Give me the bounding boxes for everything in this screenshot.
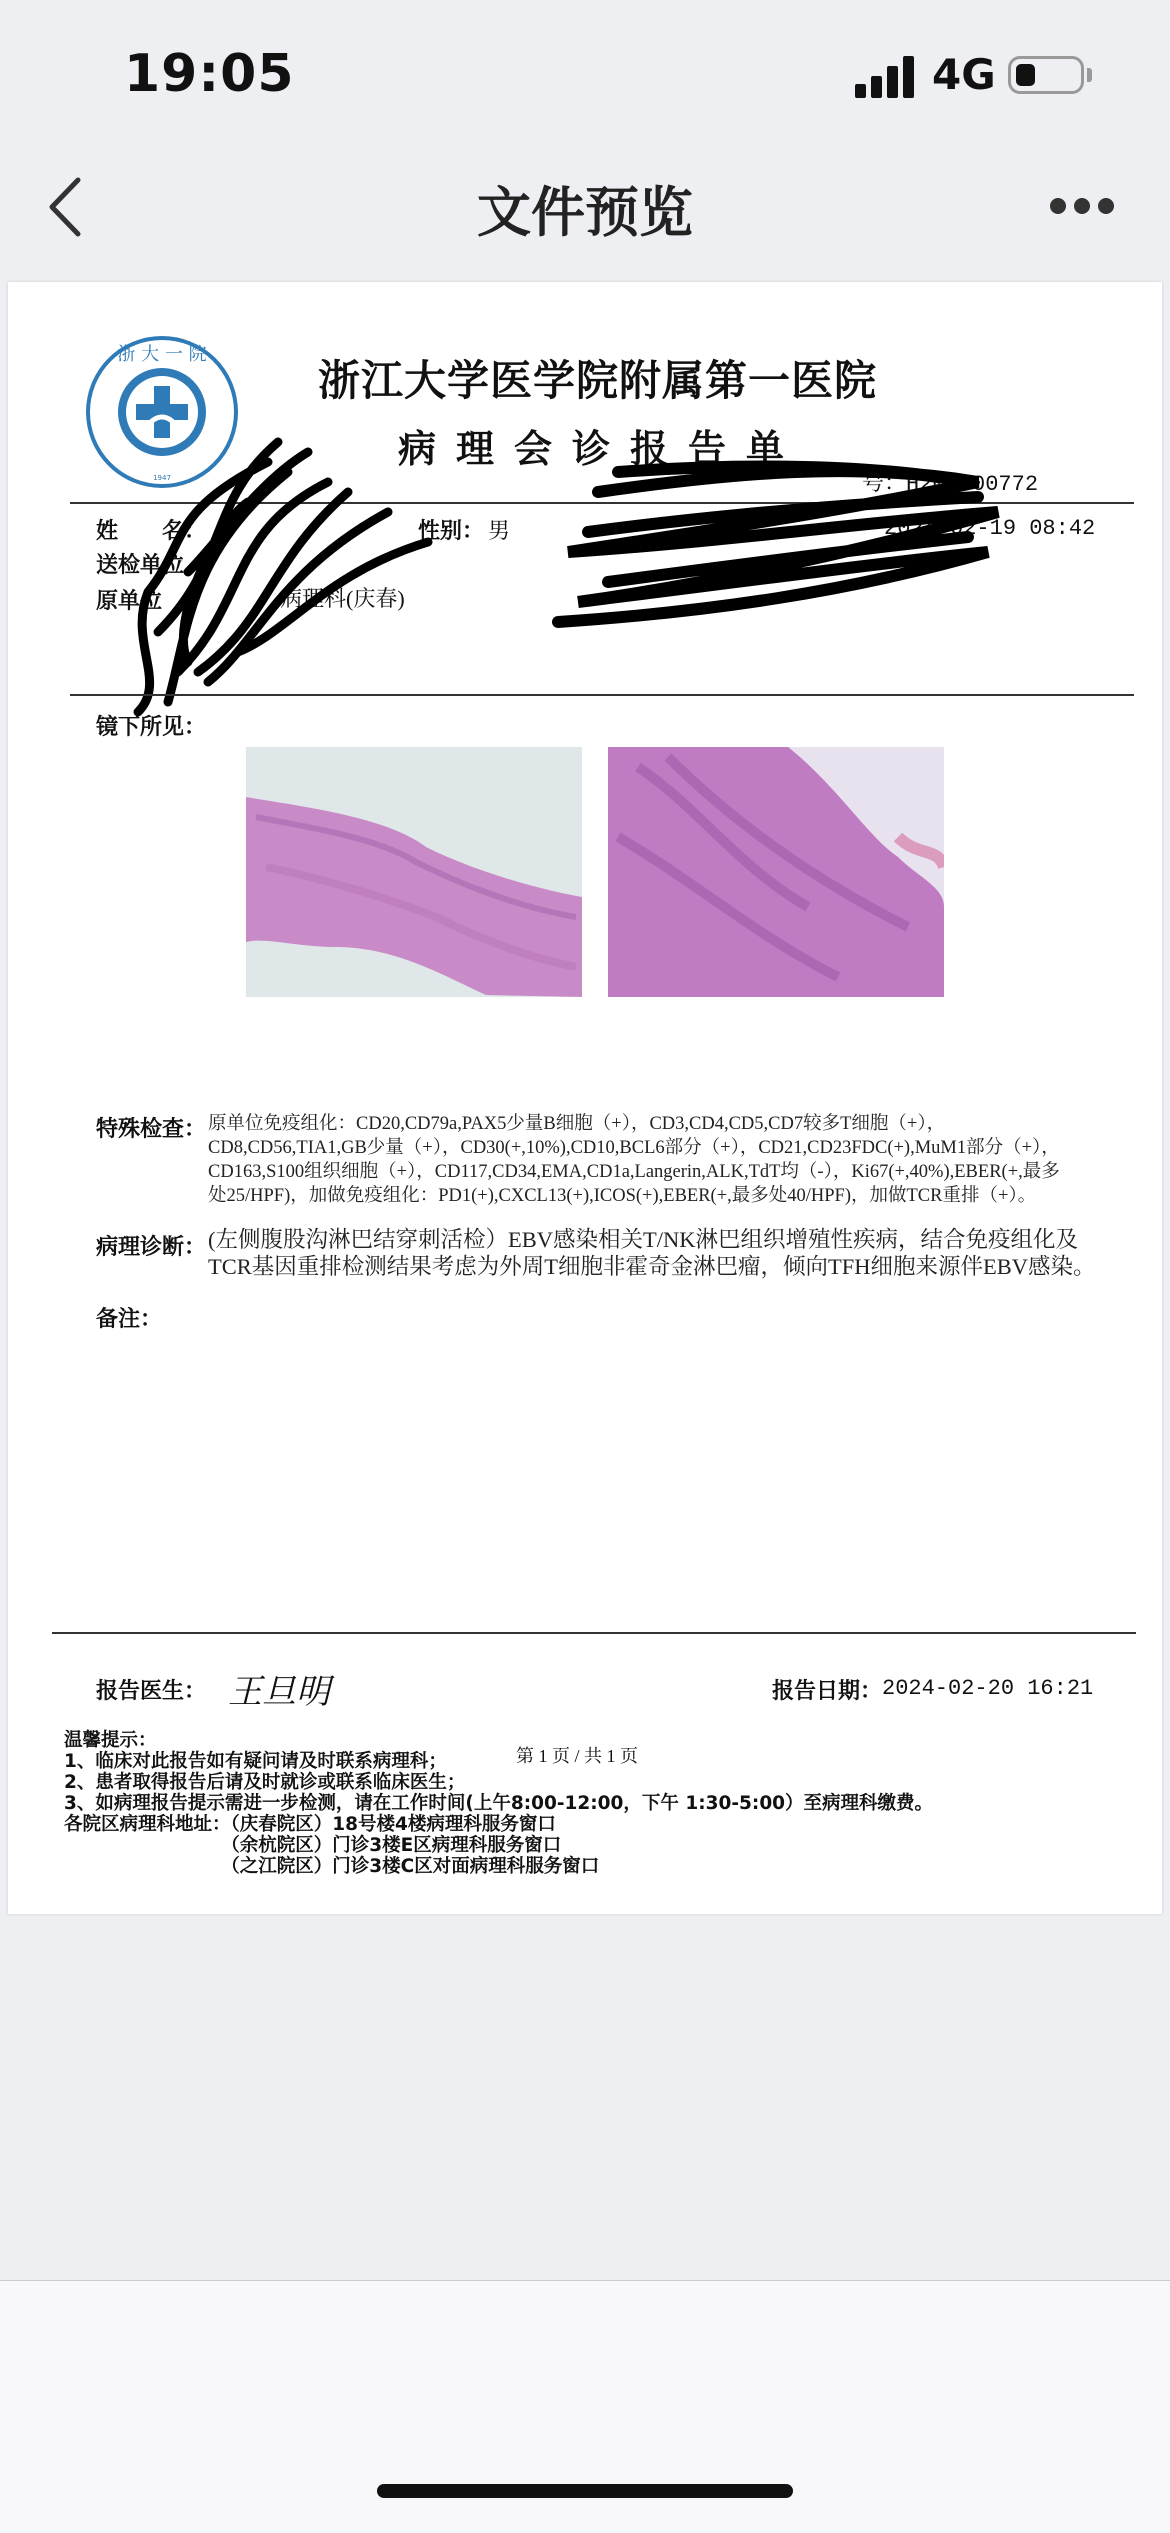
microscopy-label: 镜下所见： [96, 715, 207, 740]
special-exam-label: 特殊检查： [96, 1117, 207, 1142]
status-time: 19:05 [124, 44, 295, 104]
microscopy-image-high [608, 747, 944, 997]
nav-bar [0, 150, 1170, 270]
orig-unit-label: 原单位 [96, 589, 163, 614]
svg-text:浙 大 一 院: 浙 大 一 院 [117, 344, 207, 365]
microscopy-image-low [246, 747, 582, 997]
page-title: 文件预览 [477, 181, 693, 244]
name-label: 姓 名： [96, 519, 207, 544]
report-date-value: 2024-02-20 16:21 [882, 1676, 1094, 1701]
report-title: 病理会诊报告单 [398, 429, 805, 471]
network-label: 4G [932, 50, 996, 99]
gender-label: 性别： [418, 519, 485, 544]
svg-text:1947: 1947 [153, 474, 171, 482]
battery-tip [1087, 68, 1092, 82]
home-indicator[interactable] [377, 2484, 793, 2498]
hospital-name: 浙江大学医学院附属第一医院 [318, 359, 878, 405]
redaction-scribble [538, 452, 1008, 632]
orig-unit-value: 病理科(庆春) [280, 586, 405, 611]
battery-icon [1008, 56, 1084, 94]
redaction-scribble [128, 422, 468, 722]
diagnosis-label: 病理诊断： [96, 1235, 207, 1260]
divider [52, 1632, 1136, 1634]
ellipsis-icon [1050, 198, 1066, 214]
sender-label: 送检单位 [96, 553, 185, 578]
gender-value: 男 [488, 518, 511, 543]
page-info: 第 1 页 / 共 1 页 [516, 1746, 639, 1766]
doctor-signature: 王旦明 [228, 1674, 330, 1711]
report-date-label: 报告日期： [772, 1679, 883, 1704]
tips-text: 温馨提示： 1、临床对此报告如有疑问请及时联系病理科； 2、患者取得报告后请及时就诊或联系临床医生； 3、如病理报告提示需进一步检测，请在工作时间(上午8:00-12:00，下午 1:30-5:00）至病理科缴费。 各院区病理科地址：（庆春院区）18号楼4楼病理科服务窗口 （余杭院区）门诊3楼E区病理科服务窗口 （之江院区）门诊3楼C区对面病理科服务窗口 [64, 1730, 934, 1877]
date-fragment: 2024-02-19 08:42 [884, 516, 1096, 541]
signal-icon [855, 54, 915, 98]
doctor-label: 报告医生： [96, 1679, 207, 1704]
document-page[interactable] [8, 282, 1162, 1914]
special-exam-text: 原单位免疫组化：CD20,CD79a,PAX5少量B细胞（+），CD3,CD4,CD5,CD7较多T细胞（+）， CD8,CD56,TIA1,GB少量（+），CD30(+,10%),CD10,BCL6部分（+），CD21,CD23FDC(+),MuM1部分（+）， CD163,S100组织细胞（+），CD117,CD34,EMA,CD1a,Langerin,ALK,TdT均（-），Ki67(+,40%),EBER(+,最多 处25/HPF)，加做免疫组化：PD1(+),CXCL13(+),ICOS(+),EBER(+,最多处40/HPF)，加做TCR重排（+）。 [208, 1114, 1060, 1206]
more-button[interactable] [1050, 190, 1120, 220]
case-number: 号：H202400772 [862, 472, 1039, 497]
diagnosis-text: (左侧腹股沟淋巴结穿刺活检）EBV感染相关T/NK淋巴组织增殖性疾病，结合免疫组化及 TCR基因重排检测结果考虑为外周T细胞非霍奇金淋巴瘤，倾向TFH细胞来源伴EBV感染。 [208, 1227, 1096, 1279]
remarks-label: 备注： [96, 1307, 163, 1332]
status-bar [0, 0, 1170, 140]
divider [70, 694, 1134, 696]
